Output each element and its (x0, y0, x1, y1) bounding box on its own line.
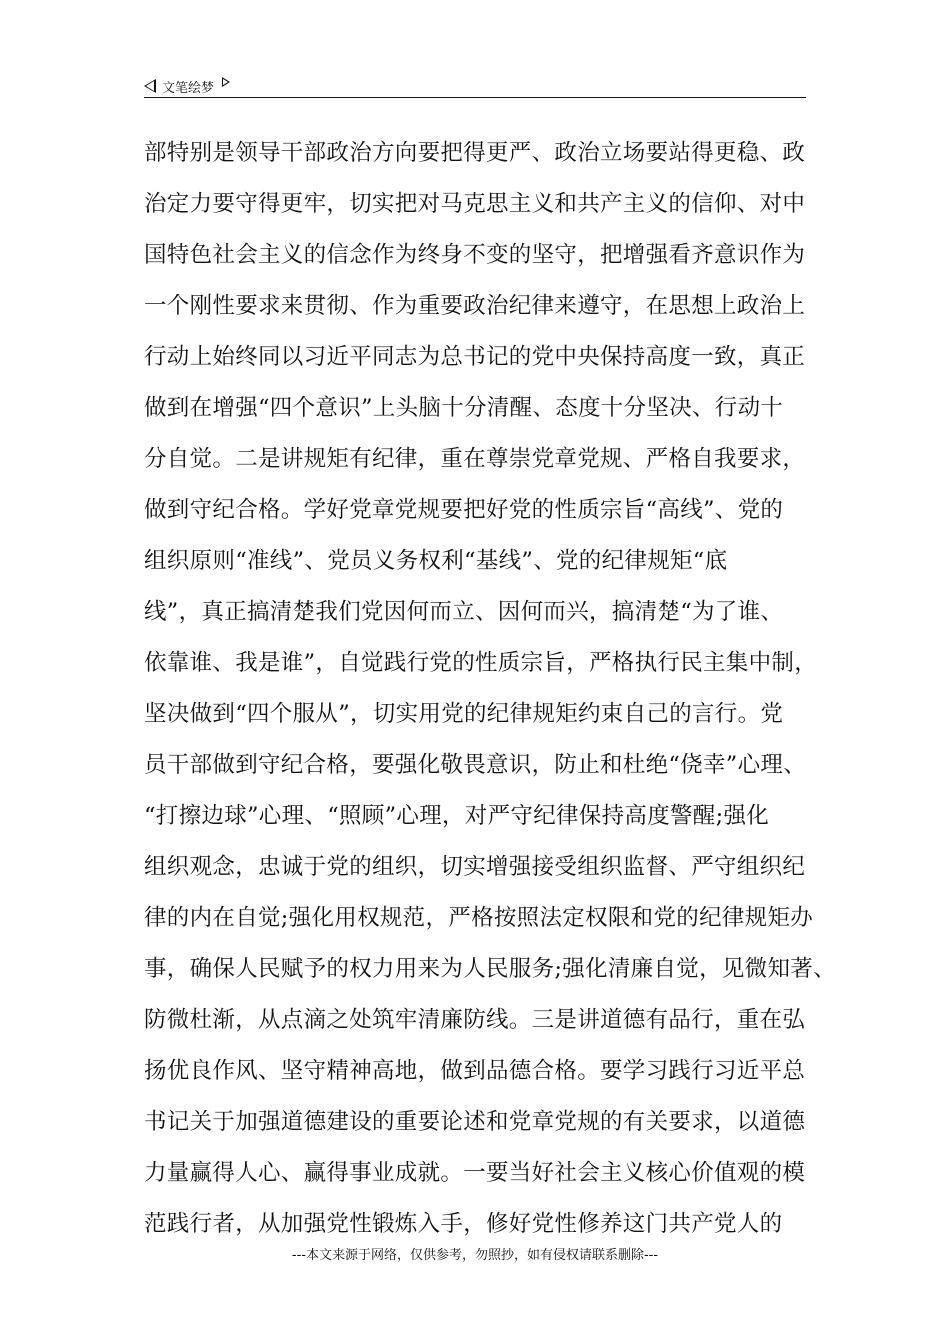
document-body (144, 128, 834, 1250)
text-line: 员干部做到守纪合格，要强化敬畏意识，防止和杜绝“侥幸”心理、 (144, 752, 807, 778)
page-header (144, 74, 806, 98)
text-line: 坚决做到“四个服从”，切实用党的纪律规矩约束自己的言行。党 (144, 701, 784, 727)
text-line: 分自觉。二是讲规矩有纪律，重在尊崇党章党规、严格自我要求， (144, 446, 806, 472)
text-line: 部特别是领导干部政治方向要把得更严、政治立场要站得更稳、政 (144, 140, 806, 166)
text-line: 治定力要守得更牢，切实把对马克思主义和共产主义的信仰、对中 (144, 191, 806, 217)
text-line: 防微杜渐，从点滴之处筑牢清廉防线。三是讲道德有品行，重在弘 (144, 1007, 806, 1033)
text-line: “打擦边球”心理、“照顾”心理，对严守纪律保持高度警醒;强化 (144, 803, 770, 829)
text-line: 行动上始终同以习近平同志为总书记的党中央保持高度一致，真正 (144, 344, 806, 370)
triangle-right-icon (222, 77, 230, 87)
text-line: 组织原则“准线”、党员义务权利“基线”、党的纪律规矩“底 (144, 548, 728, 574)
text-line: 做到在增强“四个意识”上头脑十分清醒、态度十分坚决、行动十 (144, 395, 784, 421)
text-line: 国特色社会主义的信念作为终身不变的坚守，把增强看齐意识作为 (144, 242, 806, 268)
text-line: 依靠谁、我是谁”，自觉践行党的性质宗旨，严格执行民主集中制， (144, 650, 818, 676)
text-line: 力量赢得人心、赢得事业成就。一要当好社会主义核心价值观的模 (144, 1160, 806, 1186)
text-line: 书记关于加强道德建设的重要论述和党章党规的有关要求，以道德 (144, 1109, 806, 1135)
text-line: 范践行者，从加强党性锻炼入手，修好党性修养这门共产党人的 (144, 1211, 783, 1237)
text-line: 扬优良作风、坚守精神高地，做到品德合格。要学习践行习近平总 (144, 1058, 806, 1084)
header-title: 文笔绘梦 (162, 80, 215, 96)
text-line: 线”，真正搞清楚我们党因何而立、因何而兴，搞清楚“为了谁、 (144, 599, 784, 625)
triangle-left-icon (144, 79, 156, 93)
text-line: 一个刚性要求来贯彻、作为重要政治纪律来遵守，在思想上政治上 (144, 293, 806, 319)
header-divider (144, 97, 806, 98)
text-line: 事，确保人民赋予的权力用来为人民服务;强化清廉自觉，见微知著、 (144, 956, 836, 982)
text-line: 做到守纪合格。学好党章党规要把好党的性质宗旨“高线”、党的 (144, 497, 784, 523)
text-line: 组织观念，忠诚于党的组织，切实增强接受组织监督、严守组织纪 (144, 854, 806, 880)
text-line: 律的内在自觉;强化用权规范，严格按照法定权限和党的纪律规矩办 (144, 905, 814, 931)
footer-notice: ---本文来源于网络，仅供参考，勿照抄，如有侵权请联系删除--- (291, 1248, 659, 1263)
